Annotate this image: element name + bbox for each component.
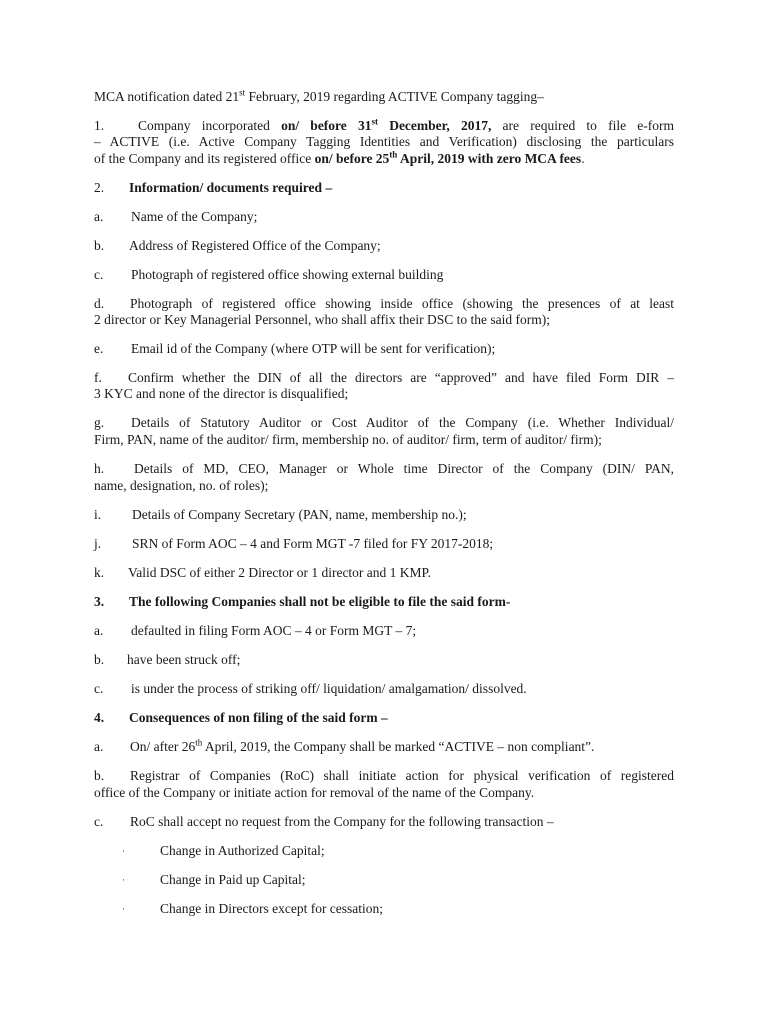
- item-text: SRN of Form AOC – 4 and Form MGT -7 filed for FY 2017-2018;: [132, 536, 494, 551]
- item-label: d.: [94, 296, 105, 311]
- section-1-deadline-sup: th: [389, 149, 398, 160]
- item-label: a.: [94, 623, 104, 638]
- section-4-heading: [94, 710, 388, 726]
- item-text: have been struck off;: [127, 652, 241, 667]
- item-text: Details of Company Secretary (PAN, name, membership no.);: [132, 507, 467, 522]
- item-2d-line-1: [94, 296, 674, 312]
- item-text: Confirm whether the DIN of all the directors are “approved” and have filed Form DIR –: [128, 370, 674, 385]
- item-text: Photograph of registered office showing inside office (showing the presences of at least: [130, 296, 674, 311]
- item-2c: [94, 267, 443, 283]
- item-label: a.: [94, 739, 104, 754]
- section-2-title: Information/ documents required –: [129, 180, 333, 195]
- item-2g-line-1: [94, 415, 674, 431]
- section-1-text-end: are required to file e-form: [491, 118, 674, 133]
- item-text: Valid DSC of either 2 Director or 1 director and 1 KMP.: [128, 565, 431, 580]
- section-1-number: 1.: [94, 118, 105, 133]
- item-text: defaulted in filing Form AOC – 4 or Form MGT – 7;: [131, 623, 417, 638]
- bullet-dot: ·: [122, 904, 125, 914]
- item-label: b.: [94, 652, 105, 667]
- item-3c: [94, 681, 527, 697]
- item-label: b.: [94, 238, 105, 253]
- item-4a: [94, 739, 594, 755]
- item-2h-line-2: name, designation, no. of roles);: [94, 478, 269, 493]
- item-text: Name of the Company;: [131, 209, 258, 224]
- section-2-number: 2.: [94, 180, 105, 195]
- item-text-end: April, 2019, the Company shall be marked “ACTIVE – non compliant”.: [202, 739, 595, 754]
- item-text: Details of Statutory Auditor or Cost Auditor of the Company (i.e. Whether Individual/: [131, 415, 674, 430]
- item-text: Photograph of registered office showing external building: [131, 267, 444, 282]
- item-2k: [94, 565, 431, 581]
- item-label: c.: [94, 267, 104, 282]
- item-label: f.: [94, 370, 102, 385]
- document-title: [94, 89, 544, 105]
- section-1-period: .: [581, 151, 585, 166]
- item-label: j.: [94, 536, 102, 551]
- bullet-dot: ·: [122, 846, 125, 856]
- item-label: c.: [94, 681, 104, 696]
- item-2d-line-2: 2 director or Key Managerial Personnel, who shall affix their DSC to the said form);: [94, 312, 551, 327]
- section-1-line-2: – ACTIVE (i.e. Active Company Tagging Identities and Verification) disclosing the particulars: [94, 134, 674, 149]
- item-3b: [94, 652, 240, 668]
- item-2f-line-1: [94, 370, 674, 386]
- item-text: RoC shall accept no request from the Company for the following transaction –: [130, 814, 554, 829]
- item-4b-line-2: office of the Company or initiate action for removal of the name of the Company.: [94, 785, 535, 800]
- item-2a: [94, 209, 257, 225]
- item-text: On/ after 26: [130, 739, 196, 754]
- item-label: h.: [94, 461, 105, 476]
- section-1-line-1: [94, 118, 674, 134]
- item-2e: [94, 341, 495, 357]
- section-3-heading: [94, 594, 510, 610]
- section-2-heading: [94, 180, 332, 196]
- item-2g-line-2: Firm, PAN, name of the auditor/ firm, membership no. of auditor/ firm, term of auditor/ firm);: [94, 432, 602, 447]
- item-2j: [94, 536, 493, 552]
- item-2h-line-1: [94, 461, 674, 477]
- title-text: MCA notification dated 21: [94, 89, 240, 104]
- section-1-bold-date: December, 2017,: [378, 118, 492, 133]
- title-sup: st: [239, 87, 246, 98]
- item-2i: [94, 507, 467, 523]
- bullet-dot: ·: [122, 875, 125, 885]
- item-text: is under the process of striking off/ liquidation/ amalgamation/ dissolved.: [131, 681, 527, 696]
- item-3a: [94, 623, 416, 639]
- item-label: i.: [94, 507, 102, 522]
- section-3-title: The following Companies shall not be eligible to file the said form-: [129, 594, 511, 609]
- item-sup: th: [195, 737, 203, 748]
- section-1-deadline-end: April, 2019 with zero MCA fees: [397, 151, 582, 166]
- bullet-item: Change in Directors except for cessation;: [160, 901, 384, 916]
- item-label: g.: [94, 415, 105, 430]
- section-4-title: Consequences of non filing of the said form –: [129, 710, 388, 725]
- item-label: e.: [94, 341, 104, 356]
- section-4-number: 4.: [94, 710, 105, 725]
- bullet-item: Change in Paid up Capital;: [160, 872, 306, 887]
- bullet-item: Change in Authorized Capital;: [160, 843, 325, 858]
- section-1-deadline: on/ before 25: [314, 151, 390, 166]
- section-1-sup: st: [371, 116, 378, 127]
- item-label: b.: [94, 768, 105, 783]
- title-text-end: February, 2019 regarding ACTIVE Company tagging–: [245, 89, 544, 104]
- section-1-bold: on/ before 31: [281, 118, 372, 133]
- item-2b: [94, 238, 381, 254]
- section-1-line-3: [94, 151, 585, 167]
- item-4b-line-1: [94, 768, 674, 784]
- item-text: Details of MD, CEO, Manager or Whole time Director of the Company (DIN/ PAN,: [134, 461, 674, 476]
- section-1-text-3: of the Company and its registered office: [94, 151, 315, 166]
- item-label: k.: [94, 565, 105, 580]
- item-text: Address of Registered Office of the Company;: [129, 238, 381, 253]
- item-4c: [94, 814, 554, 830]
- section-3-number: 3.: [94, 594, 105, 609]
- item-2f-line-2: 3 KYC and none of the director is disqualified;: [94, 386, 349, 401]
- item-text: Registrar of Companies (RoC) shall initiate action for physical verification of registered: [130, 768, 674, 783]
- section-1-text: Company incorporated: [138, 118, 282, 133]
- item-label: a.: [94, 209, 104, 224]
- item-label: c.: [94, 814, 104, 829]
- item-text: Email id of the Company (where OTP will be sent for verification);: [131, 341, 496, 356]
